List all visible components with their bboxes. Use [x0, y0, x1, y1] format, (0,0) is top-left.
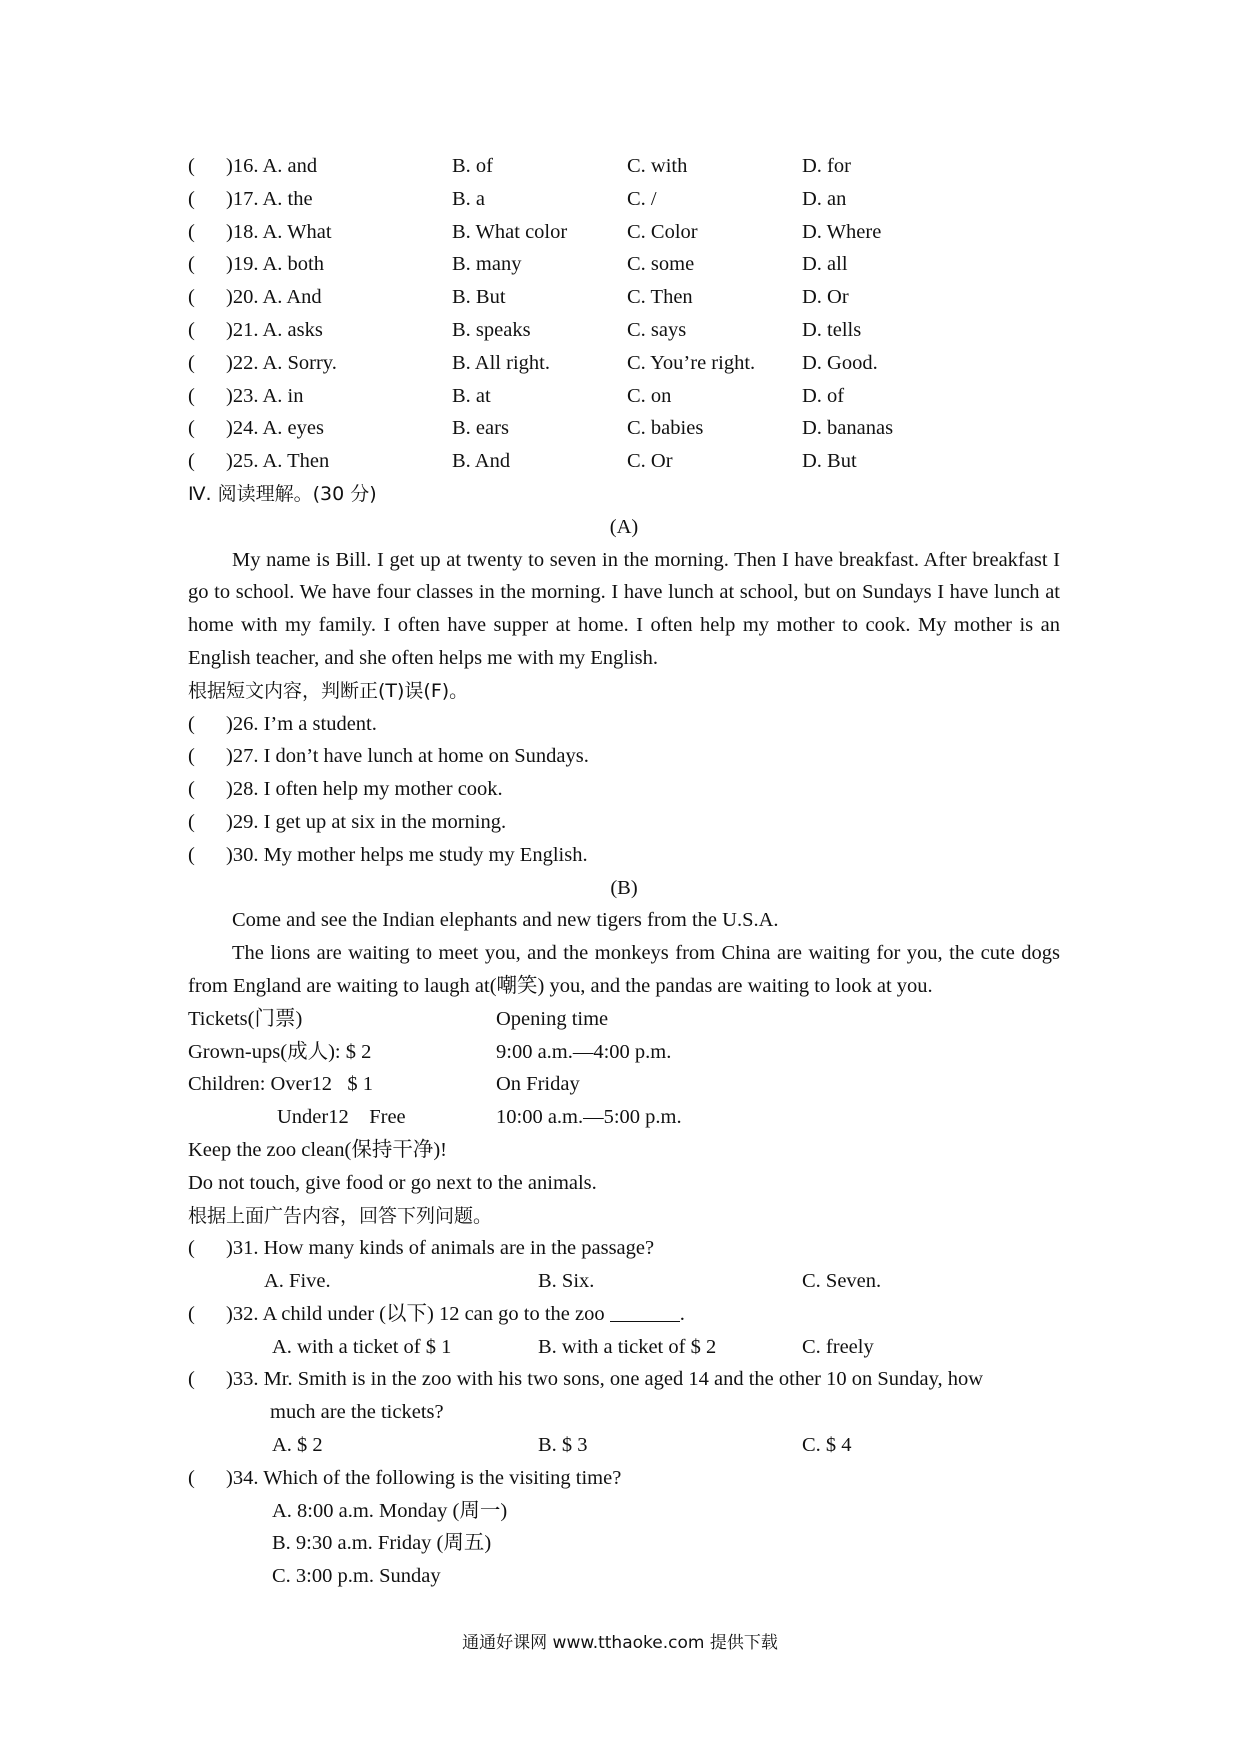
- choice-row-16: [188, 150, 1060, 183]
- passage-a-instruction: 根据短文内容，判断正(T)误(F)。: [188, 679, 469, 702]
- choice-row-22: [188, 347, 1060, 380]
- option-a: )21. A. asks: [226, 318, 323, 341]
- choice-row-17: [188, 183, 1060, 216]
- option-d: D. bananas: [802, 417, 894, 440]
- option-c: C. Or: [627, 450, 673, 473]
- answer-paren[interactable]: (: [188, 1368, 195, 1391]
- question-text-end: .: [679, 1302, 685, 1325]
- option-c: C. You’re right.: [627, 351, 756, 374]
- choice-list: [188, 150, 1060, 478]
- option-c: C. freely: [802, 1335, 874, 1358]
- zoo-rule-1: Keep the zoo clean(保持干净)!: [188, 1138, 447, 1161]
- friday-hours: 10:00 a.m.—5:00 p.m.: [496, 1106, 682, 1129]
- question-text: )32. A child under (以下) 12 can go to the zoo: [226, 1302, 610, 1325]
- answer-paren[interactable]: (: [188, 253, 195, 276]
- option-b: B. ears: [452, 417, 509, 440]
- passage-b-instruction: 根据上面广告内容，回答下列问题。: [188, 1204, 493, 1227]
- option-a: )18. A. What: [226, 220, 332, 243]
- friday-label: On Friday: [496, 1073, 580, 1096]
- choice-row-25: [188, 445, 1060, 478]
- question-text: )26. I’m a student.: [226, 712, 377, 735]
- ticket-row-title: [188, 1003, 1060, 1036]
- children-over-price: Children: Over12 $ 1: [188, 1073, 374, 1096]
- answer-blank[interactable]: [610, 1303, 680, 1322]
- option-d: D. Where: [802, 220, 882, 243]
- option-a: )16. A. and: [226, 155, 318, 177]
- choice-row-21: [188, 314, 1060, 347]
- question-text: )34. Which of the following is the visiting time?: [226, 1466, 622, 1489]
- option-d: D. all: [802, 253, 848, 276]
- option-c: C. babies: [627, 417, 704, 440]
- question-text: )28. I often help my mother cook.: [226, 778, 503, 801]
- answer-paren[interactable]: (: [188, 187, 195, 210]
- option-c: C. Seven.: [802, 1270, 882, 1293]
- answer-paren[interactable]: (: [188, 220, 195, 243]
- question-34-option-a: [188, 1495, 1060, 1528]
- answer-paren[interactable]: (: [188, 450, 195, 473]
- choice-row-18: [188, 216, 1060, 249]
- question-27: [188, 740, 1060, 773]
- passage-b-label: (B): [610, 876, 638, 899]
- choice-row-19: [188, 248, 1060, 281]
- choice-row-23: [188, 380, 1060, 413]
- question-30: [188, 839, 1060, 872]
- answer-paren[interactable]: (: [188, 712, 195, 735]
- question-28: [188, 773, 1060, 806]
- option-d: D. Or: [802, 286, 849, 309]
- option-a: A. 8:00 a.m. Monday (周一): [272, 1499, 508, 1522]
- option-b: B. All right.: [452, 351, 550, 374]
- question-33-options: [188, 1429, 1060, 1462]
- answer-paren[interactable]: (: [188, 417, 195, 440]
- option-a: )23. A. in: [226, 384, 304, 407]
- question-text: )33. Mr. Smith is in the zoo with his two sons, one aged 14 and the other 10 on Sunday, how: [226, 1368, 984, 1391]
- question-text: )31. How many kinds of animals are in the passage?: [226, 1237, 655, 1260]
- answer-paren[interactable]: (: [188, 384, 195, 407]
- question-31: [188, 1232, 1060, 1265]
- ticket-row-children: [188, 1068, 1060, 1101]
- option-a: A. with a ticket of $ 1: [272, 1335, 452, 1358]
- option-b: B. But: [452, 286, 506, 309]
- opening-title: Opening time: [496, 1007, 609, 1030]
- option-c: C. $ 4: [802, 1434, 852, 1457]
- question-text-cont: much are the tickets?: [270, 1401, 444, 1424]
- option-b: B. of: [452, 155, 493, 177]
- option-c: C. /: [627, 187, 657, 210]
- weekday-hours: 9:00 a.m.—4:00 p.m.: [496, 1040, 672, 1063]
- option-c: C. with: [627, 155, 688, 177]
- option-b: B. What color: [452, 220, 568, 243]
- passage-a-text: My name is Bill. I get up at twenty to seven in the morning. Then I have breakfast. After breakfast I go to school. We have four classes in the morning. I have lunch at school, but on Sundays I have lunch at home with my family. I often have supper at home. I often help my mother to cook. My mother is an English teacher, and she often helps me with my English.: [188, 548, 1060, 669]
- option-a: )24. A. eyes: [226, 417, 324, 440]
- question-31-options: [188, 1265, 1060, 1298]
- answer-paren[interactable]: (: [188, 155, 195, 177]
- question-34-option-c: [188, 1560, 1060, 1593]
- choice-row-24: [188, 412, 1060, 445]
- question-32-options: [188, 1331, 1060, 1364]
- question-34-option-b: [188, 1527, 1060, 1560]
- answer-paren[interactable]: (: [188, 843, 195, 866]
- answer-paren[interactable]: (: [188, 286, 195, 309]
- question-33: [188, 1363, 1060, 1396]
- option-c: C. says: [627, 318, 687, 341]
- page-footer: 通通好课网 www.tthaoke.com 提供下载: [462, 1633, 778, 1653]
- answer-paren[interactable]: (: [188, 318, 195, 341]
- option-d: D. an: [802, 187, 847, 210]
- option-b: B. Six.: [538, 1270, 595, 1293]
- choice-row-20: [188, 281, 1060, 314]
- option-c: C. Then: [627, 286, 693, 309]
- option-d: D. Good.: [802, 351, 878, 374]
- option-b: B. speaks: [452, 318, 531, 341]
- option-b: B. at: [452, 384, 491, 407]
- ticket-row-grownups: [188, 1036, 1060, 1069]
- exam-page: [188, 150, 1060, 1593]
- children-under-price: Under12 Free: [277, 1106, 406, 1129]
- question-text: )30. My mother helps me study my English.: [226, 843, 588, 866]
- question-33-cont: [188, 1396, 1060, 1429]
- answer-paren[interactable]: (: [188, 1466, 195, 1489]
- option-d: D. for: [802, 155, 851, 177]
- option-c: C. Color: [627, 220, 698, 243]
- answer-paren[interactable]: (: [188, 1237, 195, 1260]
- option-b: B. $ 3: [538, 1434, 588, 1457]
- question-29: [188, 806, 1060, 839]
- option-a: A. Five.: [264, 1270, 331, 1293]
- passage-b-para1: Come and see the Indian elephants and new tigers from the U.S.A.: [232, 909, 779, 932]
- option-a: A. $ 2: [272, 1434, 323, 1457]
- option-b: B. with a ticket of $ 2: [538, 1335, 717, 1358]
- option-b: B. And: [452, 450, 511, 473]
- passage-b-para2: The lions are waiting to meet you, and the monkeys from China are waiting for you, the cute dogs from England are waiting to laugh at(嘲笑) you, and the pandas are waiting to look at you.: [188, 942, 1060, 997]
- option-b: B. many: [452, 253, 522, 276]
- zoo-rule-2: Do not touch, give food or go next to the animals.: [188, 1171, 597, 1194]
- option-d: D. of: [802, 384, 845, 407]
- answer-paren[interactable]: (: [188, 745, 195, 768]
- grownups-price: Grown-ups(成人): $ 2: [188, 1040, 372, 1063]
- question-32: [188, 1298, 1060, 1331]
- question-text-wrap: [226, 1298, 685, 1331]
- tickets-title: Tickets(门票): [188, 1007, 303, 1030]
- option-d: D. But: [802, 450, 857, 473]
- question-34: [188, 1462, 1060, 1495]
- passage-a-label: (A): [609, 515, 639, 538]
- option-a: )19. A. both: [226, 253, 324, 276]
- section-title: Ⅳ. 阅读理解。(30 分): [188, 482, 377, 505]
- ticket-row-under: [188, 1101, 1060, 1134]
- option-c: C. on: [627, 384, 672, 407]
- answer-paren[interactable]: (: [188, 778, 195, 801]
- option-c: C. 3:00 p.m. Sunday: [272, 1565, 441, 1588]
- option-b: B. 9:30 a.m. Friday (周五): [272, 1532, 492, 1555]
- question-text: )29. I get up at six in the morning.: [226, 810, 507, 833]
- option-a: )20. A. And: [226, 286, 322, 309]
- question-26: [188, 708, 1060, 741]
- answer-paren[interactable]: (: [188, 810, 195, 833]
- answer-paren[interactable]: (: [188, 1302, 195, 1325]
- answer-paren[interactable]: (: [188, 351, 195, 374]
- question-text: )27. I don’t have lunch at home on Sundays.: [226, 745, 589, 768]
- option-a: )17. A. the: [226, 187, 313, 210]
- option-c: C. some: [627, 253, 695, 276]
- option-a: )25. A. Then: [226, 450, 330, 473]
- option-b: B. a: [452, 187, 486, 210]
- option-a: )22. A. Sorry.: [226, 351, 337, 374]
- option-d: D. tells: [802, 318, 862, 341]
